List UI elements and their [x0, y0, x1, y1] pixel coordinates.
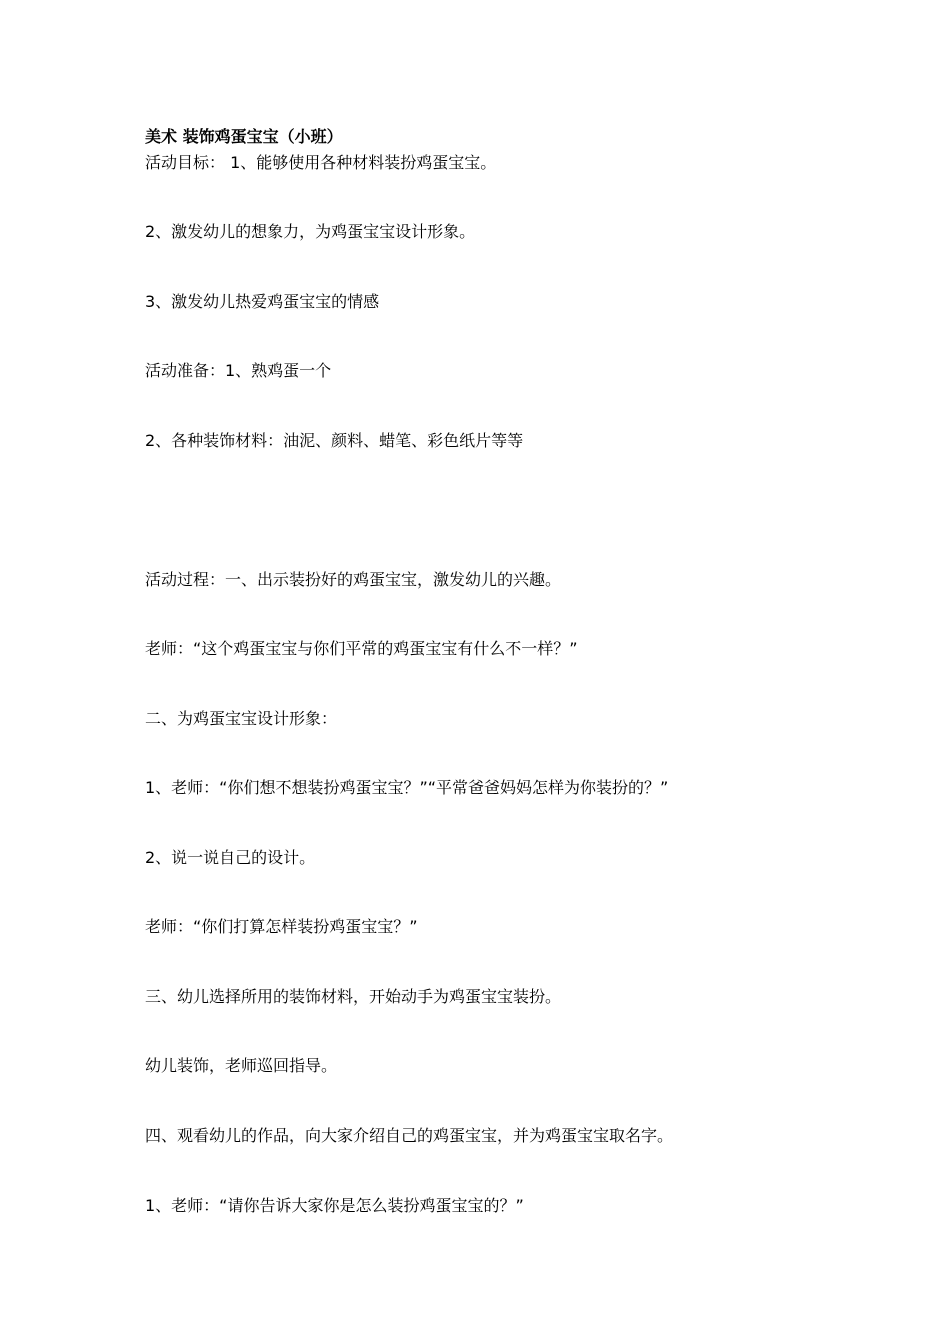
text-line: 2、激发幼儿的想象力，为鸡蛋宝宝设计形象。	[145, 222, 476, 241]
text-line: 二、为鸡蛋宝宝设计形象：	[145, 709, 338, 728]
text-line: 1、老师：“请你告诉大家你是怎么装扮鸡蛋宝宝的？”	[145, 1196, 524, 1215]
text-line: 2、各种装饰材料：油泥、颜料、蜡笔、彩色纸片等等	[145, 431, 524, 450]
text-line: 三、幼儿选择所用的装饰材料，开始动手为鸡蛋宝宝装扮。	[145, 987, 562, 1006]
text-line: 活动目标： 1、能够使用各种材料装扮鸡蛋宝宝。	[145, 153, 497, 172]
text-line: 2、说一说自己的设计。	[145, 848, 316, 867]
text-line: 活动准备：1、熟鸡蛋一个	[145, 361, 332, 380]
text-line: 活动过程：一、出示装扮好的鸡蛋宝宝，激发幼儿的兴趣。	[145, 570, 562, 589]
text-line: 幼儿装饰，老师巡回指导。	[145, 1056, 338, 1075]
document-title: 美术 装饰鸡蛋宝宝（小班）	[145, 127, 343, 146]
text-line: 老师：“你们打算怎样装扮鸡蛋宝宝？”	[145, 917, 418, 936]
text-line: 1、老师：“你们想不想装扮鸡蛋宝宝？”“平常爸爸妈妈怎样为你装扮的？”	[145, 778, 669, 797]
text-line: 老师：“这个鸡蛋宝宝与你们平常的鸡蛋宝宝有什么不一样？”	[145, 639, 578, 658]
text-line: 四、观看幼儿的作品，向大家介绍自己的鸡蛋宝宝，并为鸡蛋宝宝取名字。	[145, 1126, 674, 1145]
text-line: 3、激发幼儿热爱鸡蛋宝宝的情感	[145, 292, 380, 311]
